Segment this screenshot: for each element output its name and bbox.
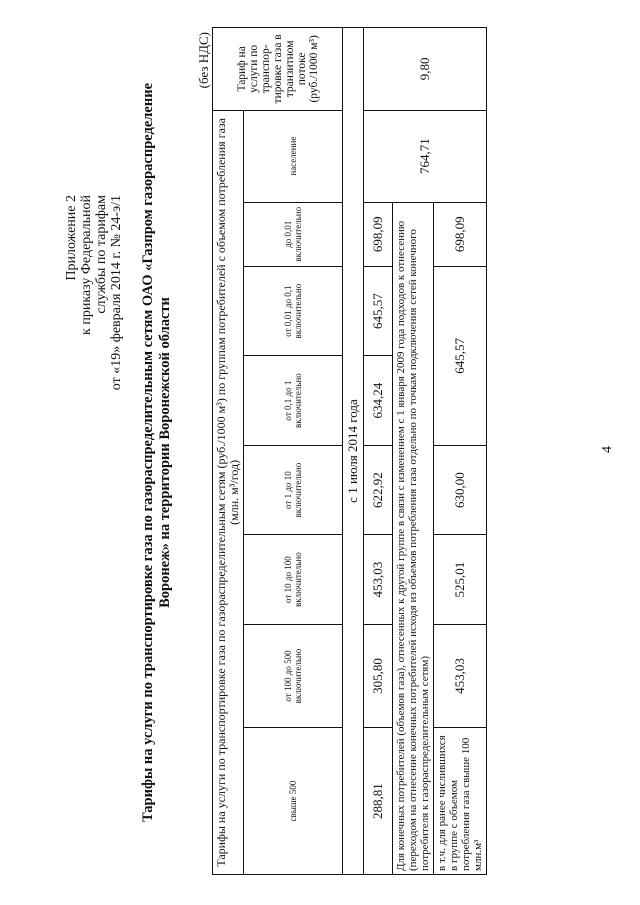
note-row: Для конечных потребителей (объемов газа), отнесенных к другой группе в связи с изменением с 1 января 2009 года подходов к отнесению (переходом на отнесение конечных потребителей исходя из объемов потребления газа отдельно по точкам подключения сетей конечного потребителя к газораспределительным сетям)	[393, 202, 434, 874]
sub-value-1-10: 630,00	[434, 445, 487, 535]
sub-value-100-500: 453,03	[434, 624, 487, 727]
value-10-100: 453,03	[364, 535, 393, 625]
col-header-over-500: свыше 500	[244, 728, 343, 875]
value-over-500: 288,81	[364, 728, 393, 875]
order-line-1: к приказу Федеральной	[79, 195, 94, 335]
value-1-10: 622,92	[364, 445, 393, 535]
order-line-3: от «19» февраля 2014 г. № 24-э/1	[109, 195, 124, 391]
col-header-0.01-0.1: от 0,01 до 0,1 включительно	[244, 266, 343, 356]
sub-label: в т.ч. для ранее числившихся в группе с объемом потребления газа свыше 100 млн.м³	[434, 728, 487, 875]
col-header-up-to-0.01: до 0,01 включительно	[244, 202, 343, 266]
main-header: Тарифы на услуги по транспортировке газа по газораспределительным сетям (руб./1000 м³) по группам потребителей с объемом потребления газа (млн. м³/год)	[213, 110, 244, 874]
appendix-header	[64, 195, 124, 515]
vat-note: (без НДС)	[196, 32, 211, 89]
col-header-population: население	[244, 110, 343, 202]
value-0.1-1: 634,24	[364, 356, 393, 446]
transit-header: Тариф на услуги по транспор-тировке газа в транзитном потоке (руб./1000 м³)	[213, 28, 343, 111]
page-number: 4	[600, 446, 615, 453]
col-header-0.1-1: от 0,1 до 1 включительно	[244, 356, 343, 446]
title-line-1: Тарифы на услуги по транспортировке газа по газораспределительным сетям ОАО «Газпром газораспределение	[140, 82, 156, 823]
col-header-100-500: от 100 до 500 включительно	[244, 624, 343, 727]
title-line-2: Воронеж» на территории Воронежской области	[157, 297, 173, 608]
col-header-10-100: от 10 до 100 включительно	[244, 535, 343, 625]
document-title	[140, 10, 174, 895]
value-100-500: 305,80	[364, 624, 393, 727]
value-transit: 9,80	[364, 28, 487, 111]
period-row: с 1 июля 2014 года	[343, 28, 364, 875]
sub-value-up-to-0.01: 698,09	[434, 202, 487, 266]
sub-value-0.1-0.01: 645,57	[434, 266, 487, 445]
appendix-label: Приложение 2	[64, 195, 79, 281]
order-line-2: службы по тарифам	[94, 195, 109, 314]
col-header-1-10: от 1 до 10 включительно	[244, 445, 343, 535]
sub-value-10-100: 525,01	[434, 535, 487, 625]
tariff-table	[212, 27, 487, 875]
value-population: 764,71	[364, 110, 487, 202]
value-up-to-0.01: 698,09	[364, 202, 393, 266]
value-0.01-0.1: 645,57	[364, 266, 393, 356]
